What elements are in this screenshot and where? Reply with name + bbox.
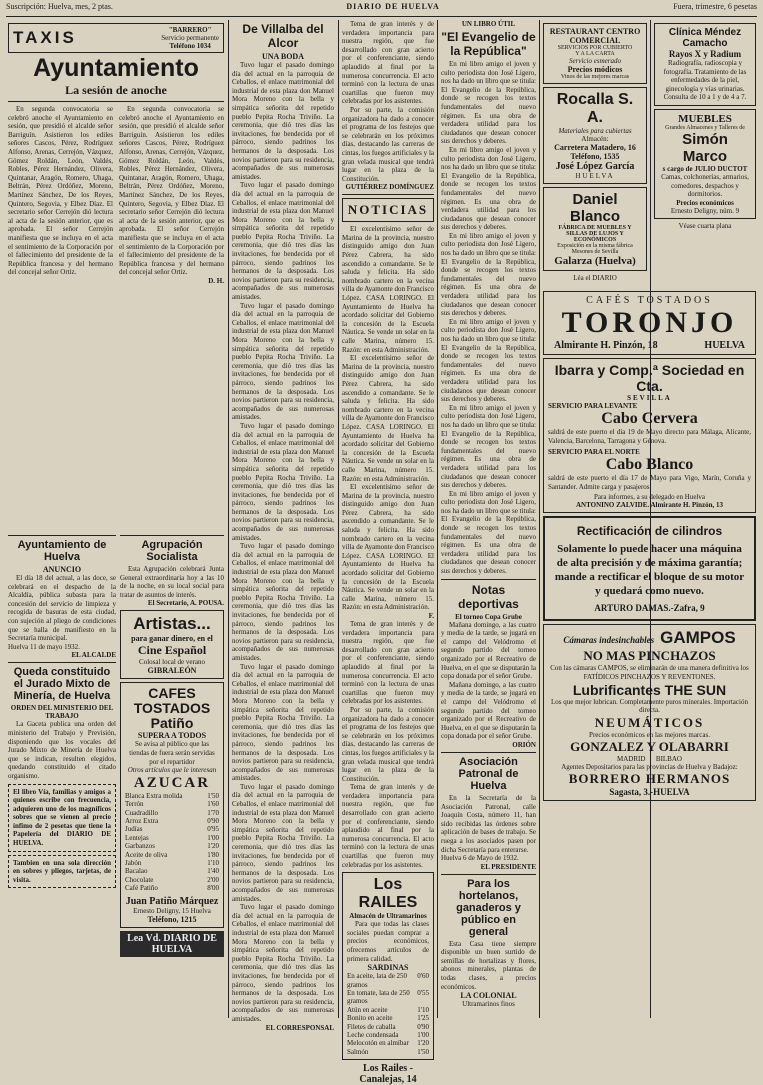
ibarra-norte: SERVICIO PARA EL NORTE <box>548 448 640 457</box>
muebles-text: Camas, colchonerías, armarios, comedores, despachos y dormitorios. <box>661 172 749 199</box>
railes-price-price: 1'50 <box>417 1047 429 1056</box>
noticias-text: El excelentísimo señor de Marina de la provincia, nuestro distinguido amigo don Juan Pérez Cabrera, ha sido ascendido a comandante. Se le saluda y felicita. Ha sido nombrado cartero en la vecina villa de Ayamonte don Francisco López. CASA LORINGO. El Ayuntamiento de Huelva ha acordado solicitar del Gobierno la concesión de la Escuela Náutica. Se vende un solar en la calle Marina, número 15. Razón: en esta Administración. <box>342 225 434 354</box>
railes-title: Los RAILES <box>358 876 418 912</box>
patino-price-row <box>125 859 219 867</box>
newspaper-title: DIARIO DE HUELVA <box>346 2 440 11</box>
muebles-line3: Precios económicos <box>676 198 734 207</box>
patino-price-row <box>125 792 219 800</box>
ayuntamiento-anuncio <box>8 532 116 1018</box>
ibarra-city: SEVILLA <box>627 394 672 402</box>
artistas-line2: Cine Español <box>137 643 207 658</box>
villalba-text-continued-3: Tuvo lugar el pasado domingo día del actual en la parroquia de Ceballos, el enlace matrimonial del industrial de esta plaza don Manuel Mora Moreno con la bella y simpática señorita del repetido pueblo Pepita Rocha Triviño. La ceremonia, que dió tres días las invitaciones, fue bendecida por el párroco, siendo padrinos los hermanos de la desposada. Los novios partieron para su residencia, acompañados de sus numerosas amistades. <box>232 421 334 542</box>
artistas-title: Artistas... <box>133 614 211 634</box>
evangelio-text-2: En mi libro amigo el joven y culto periodista don José Ligero, nos ha dado un libro que se titula: El Evangelio de la República, donde se recogen los textos fundamentales del nuevo régimen. Es una obra de verdadera utilidad para los ciudadanos que desean conocer sus derechos y deberes. <box>441 145 536 232</box>
patino-footer: Lea Vd. DIARIO DE HUELVA <box>120 931 224 957</box>
patino-price-row <box>125 876 219 884</box>
patino-price-row <box>125 800 219 808</box>
notas-text: Mañana domingo, a las cuatro y media de la tarde, se jugará en el campo del Velódromo el segundo partido del torneo organizado por el Recreativo de Huelva, en el que se disputarán la copa donada por el señor Grube. <box>441 620 536 681</box>
railes-price-row <box>347 1023 429 1031</box>
gampos-cities: MADRID BILBAO <box>617 755 682 764</box>
railes-price-price: 0'55 <box>417 989 429 997</box>
railes-sardinas: SARDINAS <box>367 963 409 973</box>
railes-price-item: Leche condensada <box>347 1031 399 1040</box>
column-six-ads <box>543 20 647 282</box>
railes-ad <box>342 872 434 1060</box>
railes-price-row <box>347 1048 429 1056</box>
notas-title: Notas deportivas <box>458 582 519 611</box>
villalba-text-continued-5: Tuvo lugar el pasado domingo día del actual en la parroquia de Ceballos, el enlace matrimonial del industrial de esta plaza don Manuel Mora Moreno con la bella y simpática señorita del repetido pueblo Pepita Rocha Triviño. La ceremonia, que dió tres días las invitaciones, fue bendecida por el párroco, siendo padrinos los hermanos de la desposada. Los novios partieron para su residencia, acompañados de sus numerosas amistades. <box>232 662 334 783</box>
patino-phone: Teléfono, 1215 <box>147 914 197 924</box>
railes-price-item: Filetes de caballa <box>347 1022 396 1031</box>
cilindros-title: Rectificación de cilindros <box>576 524 723 539</box>
jurado-text: La Gaceta publica una orden del ministerio del Trabajo y Previsión, disponiendo que los vocales del Jurado Mixto de Minería de Huelva que se indican, resulten elegidos, quedando constituido el citado organismo. <box>8 720 116 780</box>
ayuntamiento-subtitle: La sesión de anoche <box>65 83 167 97</box>
jurado-sub: ORDEN DEL MINISTERIO DEL TRABAJO <box>10 704 114 721</box>
rocalla-line2: Almacén: <box>581 135 609 143</box>
patino-price-row <box>125 851 219 859</box>
patino-azucar: AZUCAR <box>133 774 211 791</box>
cilindros-ad <box>543 516 756 621</box>
patino-title: CAFES TOSTADOS Patiño <box>133 685 211 732</box>
railes-price-item: Salmón <box>347 1047 369 1056</box>
ay-huelva-sign: EL ALCALDE <box>71 651 116 660</box>
mendez-name: Clínica Méndez Camacho <box>668 27 742 49</box>
gampos-agents: Agentes Depositarios para las provincias de Huelva y Badajoz: <box>561 763 738 772</box>
railes-price-list <box>347 972 429 1056</box>
railes-price-item: Bonito en aceite <box>347 1014 393 1023</box>
col4-text-3: Tema de gran interés y de verdadera importancia para nuestra región, que fue desarrollado con gran acierto por el conferenciante, siendo aplaudido al final por la numerosa concurrencia. El acto terminó con la lectura de unas cuartillas que fueron muy celebradas por los asistentes. <box>342 620 434 706</box>
agrupacion-text: Esta Agrupación celebrará Junta General extraordinaria hoy a las 10 de la noche, en su local social para tratar de asuntos de interés. <box>120 565 224 599</box>
asociacion-sign: EL PRESIDENTE <box>480 862 536 871</box>
noticias-text-3: El excelentísimo señor de Marina de la provincia, nuestro distinguido amigo don Juan Pérez Cabrera, ha sido ascendido a comandante. Se le saluda y felicita. Ha sido nombrado cartero en la vecina villa de Ayamonte don Francisco López. CASA LORINGO. El Ayuntamiento de Huelva ha acordado solicitar del Gobierno la concesión de la Escuela Náutica. Se vende un solar en la calle Marina, número 15. Razón: en esta Administración. <box>342 483 434 612</box>
evangelio-text-6: En mi libro amigo el joven y culto periodista don José Ligero, nos ha dado un libro que se titula: El Evangelio de la República, donde se recogen los textos fundamentales del nuevo régimen. Es una obra de verdadera utilidad para los ciudadanos que desean conocer sus derechos y deberes. <box>441 489 536 576</box>
patino-price-item: Jabón <box>125 859 142 867</box>
gampos-ad <box>543 624 756 801</box>
hortelanos-shop: LA COLONIAL <box>460 991 517 1001</box>
restaurant-line5: Vinos de las mejores marcas <box>560 74 630 80</box>
asociacion-title: Asociación Patronal de Huelva <box>458 755 519 792</box>
villalba-text-continued-2: Tuvo lugar el pasado domingo día del actual en la parroquia de Ceballos, el enlace matrimonial del industrial de esta plaza don Manuel Mora Moreno con la bella y simpática señorita del repetido pueblo Pepita Rocha Triviño. La ceremonia, que dió tres días las invitaciones, fue bendecida por el párroco, siendo padrinos los hermanos de la desposada. Los novios partieron para su residencia, acompañados de sus numerosas amistades. <box>232 301 334 422</box>
agrupacion-sign: El Secretario, A. POUSA. <box>147 599 224 608</box>
patino-price-price: 1'10 <box>207 859 219 867</box>
cilindros-sign: ARTURO DAMAS.-Zafra, 9 <box>594 603 705 614</box>
toronjo-ad <box>543 291 756 355</box>
railes-price-item: En aceite, lata de 250 gramos <box>347 972 408 989</box>
taxis-phone: Teléfono 1034 <box>169 42 211 50</box>
gampos-dist: BORRERO HERMANOS <box>568 771 731 787</box>
evangelio-sign: GUTIÉRREZ DOMÍNGUEZ <box>345 183 434 192</box>
col4-text-5: Tema de gran interés y de verdadera importancia para nuestra región, que fue desarrollado con gran acierto por el conferenciante, siendo aplaudido al final por la numerosa concurrencia. El acto terminó con la lectura de unas cuartillas que fueron muy celebradas por los asistentes. <box>342 783 434 869</box>
patino-name: Juan Patiño Márquez <box>125 895 219 907</box>
agrupacion-title: Agrupación Socialista <box>141 539 203 563</box>
taxis-service: Servicio permanente <box>161 34 219 42</box>
daniel-line1: FÁBRICA DE MUEBLES Y SILLAS DE LUJOS Y ECONÓMICOS <box>558 225 632 243</box>
patino-line1: SUPERA A TODOS <box>137 731 207 741</box>
patino-price-item: Blanca Extra molida <box>125 791 183 800</box>
gampos-firm: GONZALEZ Y OLABARRI <box>570 739 729 755</box>
gampos-kicker: Cámaras indesinchables <box>563 635 655 646</box>
gampos-text: Con las cámaras CAMPOS, se eliminarán de una manera definitiva los FATÍDICOS PINCHAZOS Y REVENTONES. <box>550 664 749 681</box>
asociacion-text: En la Secretaría de la Asociación Patronal, calle Joaquín Costa, número 11, han sido recibidas las órdenes sobre aplicación de bases de trabajo. Se ruega a los asociados pasen por dicha Secretaría para enterarse. <box>441 793 536 854</box>
col4-text-4: Por su parte, la comisión organizadora ha dado a conocer el programa de los festejos que se celebrarán en los próximos días, destacando las carreras de cintas, los fuegos artificiales y la gran velada musical que tendrá lugar en la plaza de la Constitución. <box>342 705 434 783</box>
daniel-ad <box>543 187 647 271</box>
ay-huelva-sub: ANUNCIO <box>42 565 82 574</box>
villalba-text: Tuvo lugar el pasado domingo día del actual en la parroquia de Ceballos, el enlace matrimonial del industrial de esta plaza don Manuel Mora Moreno con la bella y simpática señorita del repetido pueblo Pepita Rocha Triviño. La ceremonia, que dió tres días las invitaciones, fue bendecida por el párroco, siendo padrinos los hermanos de la desposada. Los novios partieron para su residencia, acompañados de sus numerosas amistades. <box>232 61 334 181</box>
column-four <box>342 20 434 1085</box>
muebles-title: MUEBLES <box>678 112 732 125</box>
patino-ad <box>120 682 224 927</box>
railes-price-item: En tomate, lata de 250 gramos <box>347 989 410 1006</box>
railes-price-row <box>347 1006 429 1014</box>
patino-price-list <box>125 792 219 893</box>
patino-price-price: 8'00 <box>207 884 219 893</box>
railes-price-row <box>347 1031 429 1039</box>
railes-price-item: Atún en aceite <box>347 1005 388 1014</box>
patino-price-price: 1'00 <box>207 833 219 842</box>
tarjetas-text: Tambien en una sola dirección en sobres y pliegos, tarjetas, de visita. <box>13 858 111 884</box>
patino-price-item: Garbanzos <box>125 842 155 851</box>
col4-text: Tema de gran interés y de verdadera importancia para nuestra región, que fue desarrollado con gran acierto por el conferenciante, siendo aplaudido al final por la numerosa concurrencia. El acto terminó con la lectura de unas cuartillas que fueron muy celebradas por los asistentes. <box>342 20 434 106</box>
ay-huelva-title: Ayuntamiento de Huelva <box>17 539 107 563</box>
patino-price-price: 1'20 <box>207 842 219 851</box>
ayuntamiento-headline: Ayuntamiento <box>33 54 199 82</box>
ibarra-levante: SERVICIO PARA LEVANTE <box>548 402 638 410</box>
rocalla-line6: HUELVA <box>575 172 615 180</box>
hortelanos-text: Esta Casa tiene siempre disponible un buen surtido de semillas de hortalizas y flores, abonos minerales, plantas de todas clases, a precios económicos. <box>441 939 536 991</box>
villalba-article <box>232 20 334 1032</box>
rocalla-line1: Materiales para cubiertas <box>558 127 632 135</box>
column-five <box>441 20 536 1018</box>
taxis-title: TAXIS <box>13 28 77 47</box>
railes-price-price: 1'20 <box>417 1039 429 1048</box>
railes-price-item: Melocotón en almíbar <box>347 1039 409 1048</box>
patino-price-item: Arroz Extra <box>125 816 159 825</box>
masthead <box>6 2 757 17</box>
railes-price-row <box>347 1014 429 1022</box>
patino-price-price: 0'90 <box>207 816 219 825</box>
noticias-title: NOTICIAS <box>342 198 434 222</box>
rocalla-line5: José López García <box>555 161 635 172</box>
middle-ads <box>120 532 224 1018</box>
patino-price-item: Cuadradillo <box>125 808 159 817</box>
patino-line2: Se avisa al público que las tiendas de fuera serán servidas por el repartidor <box>129 740 215 766</box>
muebles-line2: s cargo de JULIO DUCTOT <box>662 164 748 173</box>
patino-price-row <box>125 817 219 825</box>
taxis-ad <box>8 23 224 53</box>
noticias-text-2: El excelentísimo señor de Marina de la provincia, nuestro distinguido amigo don Juan Pérez Cabrera, ha sido ascendido a comandante. Se le saluda y felicita. Ha sido nombrado cartero en la vecina villa de Ayamonte don Francisco López. CASA LORINGO. El Ayuntamiento de Huelva ha acordado solicitar del Gobierno la concesión de la Escuela Náutica. Se vende un solar en la calle Marina, número 15. Razón: en esta Administración. <box>342 354 434 483</box>
ibarra-text2: saldrá de este puerto el día 17 de Mayo para Vigo, Marín, Coruña y Santander. Admite carga y pasajeros. <box>548 474 751 491</box>
column-rule <box>539 20 540 1018</box>
railes-price-row <box>347 1039 429 1047</box>
ibarra-ship1: Cabo Cervera <box>601 410 698 427</box>
ibarra-name: Ibarra y Comp.ª Sociedad en Cta. <box>554 362 745 394</box>
sobres-ad <box>8 784 116 852</box>
patino-price-item: Judías <box>125 825 143 834</box>
villalba-text-continued-6: Tuvo lugar el pasado domingo día del actual en la parroquia de Ceballos, el enlace matrimonial del industrial de esta plaza don Manuel Mora Moreno con la bella y simpática señorita del repetido pueblo Pepita Rocha Triviño. La ceremonia, que dió tres días las invitaciones, fue bendecida por el párroco, siendo padrinos los hermanos de la desposada. Los novios partieron para su residencia, acompañados de sus numerosas amistades. <box>232 782 334 903</box>
ayuntamiento-sign: D. H. <box>208 276 224 285</box>
column-rule <box>437 20 438 1018</box>
patino-price-price: 0'95 <box>207 825 219 834</box>
daniel-name: Daniel Blanco <box>569 191 620 225</box>
ibarra-agent-name: ANTONINO ZALVIDE. Almirante H. Pinzón, 13 <box>575 501 724 510</box>
evangelio-text-3: En mi libro amigo el joven y culto periodista don José Ligero, nos ha dado un libro que se titula: El Evangelio de la República, donde se recogen los textos fundamentales del nuevo régimen. Es una obra de verdadera utilidad para los ciudadanos que desean conocer sus derechos y deberes. <box>441 231 536 318</box>
restaurant-line1: SERVICIOS POR CUBIERTO <box>557 45 633 51</box>
daniel-line2: Exposición en la misma fábrica <box>557 243 633 249</box>
outside-subscription: Fuera, trimestre, 6 pesetas <box>673 2 757 11</box>
notas-sub: El torneo Copa Grube <box>455 612 522 621</box>
patino-price-item: Aceite de oliva <box>125 850 168 859</box>
cilindros-text: Solamente lo puede hacer una máquina de alta precisión y de máxima garantía; mande a rectificar el bloque de su motor y quedará como nuevo. <box>554 543 745 598</box>
toronjo-city: HUELVA <box>704 340 745 351</box>
rocalla-name: Rocalla S. A. <box>556 91 634 126</box>
railes-footer: Los Railes - Canalejas, 14 <box>359 1063 417 1085</box>
patino-price-item: Café Patiño <box>125 884 158 893</box>
daniel-line5: Léa el DIARIO <box>573 274 617 282</box>
daniel-line6: Véase cuarta plana <box>678 221 732 230</box>
evangelio-title: "El Evangelio de la República" <box>441 30 536 58</box>
patino-price-price: 1'70 <box>207 808 219 817</box>
patino-price-item: Terrón <box>125 800 144 809</box>
patino-addr: Ernesto Deligny, 15 Huelva <box>133 906 211 915</box>
mendez-text: Radiografía, radioscopia y fotografía. Tratamiento de las enfermedades de la piel, ginecología y vías urinarias. Consulta de 10 a 1 y de 4 a 7. <box>663 59 747 102</box>
ay-huelva-date: Huelva 11 de mayo 1932. <box>8 642 80 651</box>
gampos-neum-text: Precios económicos en las mejores marcas. <box>589 730 710 739</box>
restaurant-name: RESTAURANT CENTRO COMERCIAL <box>549 27 641 45</box>
patino-price-price: 1'40 <box>207 867 219 876</box>
hortelanos-title: Para los hortelanos, ganaderos y público en general <box>456 877 521 938</box>
patino-price-price: 2'00 <box>207 875 219 884</box>
villalba-title: De Villalba del Alcor <box>242 22 324 50</box>
muebles-name: Simón Marco <box>682 130 728 165</box>
railes-text: Para que todas las clases sociales puedan comprar a precios económicos, ofrecemos artículos de primera calidad. <box>347 920 429 963</box>
patino-price-row <box>125 809 219 817</box>
railes-price-price: 1'00 <box>417 1031 429 1040</box>
ay-huelva-text: El día 18 del actual, a las doce, se celebrará en el despacho de la Alcaldía, pública subasta para la concesión del servicio de limpieza y recogida de basuras de esta ciudad, con sujeción al pliego de condiciones que se halla de manifiesto en la Secretaría municipal. <box>8 574 116 643</box>
patino-price-row <box>125 884 219 892</box>
noticias-sign: F. <box>428 612 434 620</box>
daniel-line3: Mesones de Sevilla <box>571 249 619 255</box>
gampos-lub-text: Los que mejor lubrican. Completamente puros minerales. Importación directa. <box>551 697 748 715</box>
hortelanos-addr: Ultramarinos finos <box>462 1000 515 1009</box>
railes-price-price: 1'25 <box>417 1014 429 1023</box>
railes-price-row <box>347 972 429 989</box>
ibarra-ship2: Cabo Blanco <box>605 456 694 474</box>
patino-price-row <box>125 867 219 875</box>
artistas-line4: GIBRALEÓN <box>147 666 197 676</box>
gampos-lub: Lubrificantes THE SUN <box>572 681 727 698</box>
tarjetas-ad <box>8 855 116 889</box>
restaurant-line2: Y A LA CARTA <box>575 51 615 57</box>
restaurant-ad <box>543 23 647 84</box>
patino-price-row <box>125 842 219 850</box>
railes-price-price: 0'90 <box>417 1022 429 1031</box>
ibarra-agent: Para informes, a su delegado en Huelva <box>594 493 705 502</box>
toronjo-addr: Almirante H. Pinzón, 18 <box>554 340 658 351</box>
toronjo-kicker: CAFÉS TOSTADOS <box>586 295 713 306</box>
subscription-info: Suscripción: Huelva, mes, 2 ptas. <box>6 2 113 11</box>
toronjo-name: TORONJO <box>561 306 738 339</box>
notas-sign: ORIÓN <box>512 740 536 749</box>
artistas-ad <box>120 610 224 679</box>
artistas-line1: para ganar dinero, en el <box>131 634 213 644</box>
column-rule <box>228 20 229 1018</box>
railes-sub: Almacén de Ultramarinos <box>349 912 427 921</box>
evangelio-text: En mi libro amigo el joven y culto periodista don José Ligero, nos ha dado un libro que se titula: El Evangelio de la República, donde se recogen los textos fundamentales del nuevo régimen. Es una obra de verdadera utilidad para los ciudadanos que desean conocer sus derechos y deberes. <box>441 60 536 146</box>
muebles-line4: Ernesto Deligny, núm. 9 <box>670 206 740 215</box>
villalba-text-continued-7: Tuvo lugar el pasado domingo día del actual en la parroquia de Ceballos, el enlace matrimonial del industrial de esta plaza don Manuel Mora Moreno con la bella y simpática señorita del repetido pueblo Pepita Rocha Triviño. La ceremonia, que dió tres días las invitaciones, fue bendecida por el párroco, siendo padrinos los hermanos de la desposada. Los novios partieron para su residencia, acompañados de sus numerosas amistades. <box>232 903 334 1023</box>
notas-text-2: Mañana domingo, a las cuatro y media de la tarde, se jugará en el campo del Velódromo el segundo partido del torneo organizado por el Recreativo de Huelva, en el que se disputarán la copa donada por el señor Grube. <box>441 680 536 741</box>
evangelio-text-5: En mi libro amigo el joven y culto periodista don José Ligero, nos ha dado un libro que se titula: El Evangelio de la República, donde se recogen los textos fundamentales del nuevo régimen. Es una obra de verdadera utilidad para los ciudadanos que desean conocer sus derechos y deberes. <box>441 403 536 490</box>
patino-price-item: Lentejas <box>125 833 149 842</box>
ayuntamiento-article <box>8 20 224 524</box>
patino-price-item: Bacalao <box>125 867 148 876</box>
mendez-ad <box>654 23 756 106</box>
railes-price-row <box>347 989 429 1006</box>
restaurant-line4: Precios módicos <box>567 65 623 74</box>
mendez-line1: Rayos X y Radium <box>668 49 742 59</box>
gampos-name: GAMPOS <box>660 628 736 648</box>
ayuntamiento-text: En segunda convocatoria se celebró anoche el Ayuntamiento en sesión, que presidió el alcalde señor Barriguín. Asistieron los ediles señores Cascos, Pérez, Rodríguez Alfonso, Arenas, Cerrejón, Vázquez, Gómez Roldán, León, Valdés, Robles, Pérez Hernández, Olivera, Quintanar, Aragón, Romero, Uhaga, Beltrán, Pérez Ordóñez, Moreno, Martínez Sánchez, De los Reyes, Quintero, Segovia, y Elbez Díaz. El secretario señor Cerrejón dió lectura al acta de la sesión anterior, que es aprobada. El señor Cerrejón manifiesta que se incluya en el acta el sentimiento de la Corporación por el fallecimiento del presidente de la República francesa y del hermano del concejal señor Ortiz. <box>8 105 113 277</box>
col4-text-2: Por su parte, la comisión organizadora ha dado a conocer el programa de los festejos que se celebrarán en los próximos días, destacando las carreras de cintas, los fuegos artificiales y la gran velada musical que tendrá lugar en la plaza de la Constitución. <box>342 105 434 183</box>
column-seven-ads <box>654 20 756 282</box>
muebles-line1: Grandes Almacenes y Talleres de <box>665 124 745 131</box>
evangelio-text-4: En mi libro amigo el joven y culto periodista don José Ligero, nos ha dado un libro que se titula: El Evangelio de la República, donde se recogen los textos fundamentales del nuevo régimen. Es una obra de verdadera utilidad para los ciudadanos que desean conocer sus derechos y deberes. <box>441 317 536 404</box>
villalba-section: UNA BODA <box>261 52 304 61</box>
villalba-text-continued-4: Tuvo lugar el pasado domingo día del actual en la parroquia de Ceballos, el enlace matrimonial del industrial de esta plaza don Manuel Mora Moreno con la bella y simpática señorita del repetido pueblo Pepita Rocha Triviño. La ceremonia, que dió tres días las invitaciones, fue bendecida por el párroco, siendo padrinos los hermanos de la desposada. Los novios partieron para su residencia, acompañados de sus numerosas amistades. <box>232 542 334 662</box>
rocalla-line4: Teléfono, 1535 <box>570 152 620 161</box>
right-ads <box>543 288 756 1018</box>
patino-price-price: 1'80 <box>207 850 219 859</box>
villalba-sign: EL CORRESPONSAL <box>265 1023 334 1032</box>
rocalla-ad <box>543 87 647 184</box>
patino-price-item: Chocolate <box>125 875 154 884</box>
taxis-brand: "BARRERO" <box>168 26 212 34</box>
ayuntamiento-text-continued: En segunda convocatoria se celebró anoche el Ayuntamiento en sesión, que presidió el alcalde señor Barriguín. Asistieron los ediles señores Cascos, Pérez, Rodríguez Alfonso, Arenas, Cerrejón, Vázquez, Gómez Roldán, León, Valdés, Robles, Pérez Hernández, Olivera, Quintanar, Aragón, Romero, Uhaga, Beltrán, Pérez Ordóñez, Moreno, Martínez Sánchez, De los Reyes, Quintero, Segovia, y Elbez Díaz. El secretario señor Cerrejón dió lectura al acta de la sesión anterior, que es aprobada. El señor Cerrejón manifiesta que se incluya en el acta el sentimiento de la Corporación por el fallecimiento del presidente de la República francesa y del hermano del concejal señor Ortiz. <box>119 105 224 277</box>
patino-line3: Otros artículos que le interesan <box>127 766 217 775</box>
column-rule <box>338 20 339 1018</box>
gampos-line1: NO MAS PINCHAZOS <box>583 648 716 664</box>
restaurant-line3: Servicio esmerado <box>569 57 621 65</box>
patino-price-price: 1'60 <box>207 800 219 809</box>
patino-price-row <box>125 825 219 833</box>
jurado-title: Queda constituido el Jurado Mixto de Minería, de Huelva <box>13 666 111 703</box>
daniel-line4: Galarza (Huelva) <box>554 255 636 267</box>
sobres-text: El libro Vía, familias y amigos a quienes escribe con frecuencia, adquieren uno de los magníficos sobres que se vienen al precio ínfimo de 2 pesetas que tiene la Papelería del DIARIO DE HUELVA. <box>13 787 111 848</box>
gampos-neum: NEUMÁTICOS <box>594 714 705 730</box>
muebles-ad <box>654 109 756 219</box>
ibarra-text1: saldrá de este puerto el día 19 de Mayo directo para Málaga, Alicante, Valencia, Barcelona, Tarragona y Génova. <box>548 428 751 445</box>
railes-price-price: 1'10 <box>417 1005 429 1014</box>
asociacion-date: Huelva 6 de Mayo de 1932. <box>441 854 519 863</box>
patino-price-row <box>125 834 219 842</box>
gampos-dist-addr: Sagasta, 3.-HUELVA <box>609 787 690 798</box>
artistas-line3: Colosal local de verano <box>139 658 205 667</box>
railes-price-price: 0'60 <box>417 972 429 981</box>
patino-price-price: 1'50 <box>207 791 219 800</box>
ibarra-ad <box>543 358 756 513</box>
evangelio-kicker: UN LIBRO ÚTIL <box>461 20 516 28</box>
villalba-text-continued: Tuvo lugar el pasado domingo día del actual en la parroquia de Ceballos, el enlace matrimonial del industrial de esta plaza don Manuel Mora Moreno con la bella y simpática señorita del repetido pueblo Pepita Rocha Triviño. La ceremonia, que dió tres días las invitaciones, fue bendecida por el párroco, siendo padrinos los hermanos de la desposada. Los novios partieron para su residencia, acompañados de sus numerosas amistades. <box>232 181 334 302</box>
rocalla-line3: Carretera Matadero, 16 <box>554 143 636 152</box>
